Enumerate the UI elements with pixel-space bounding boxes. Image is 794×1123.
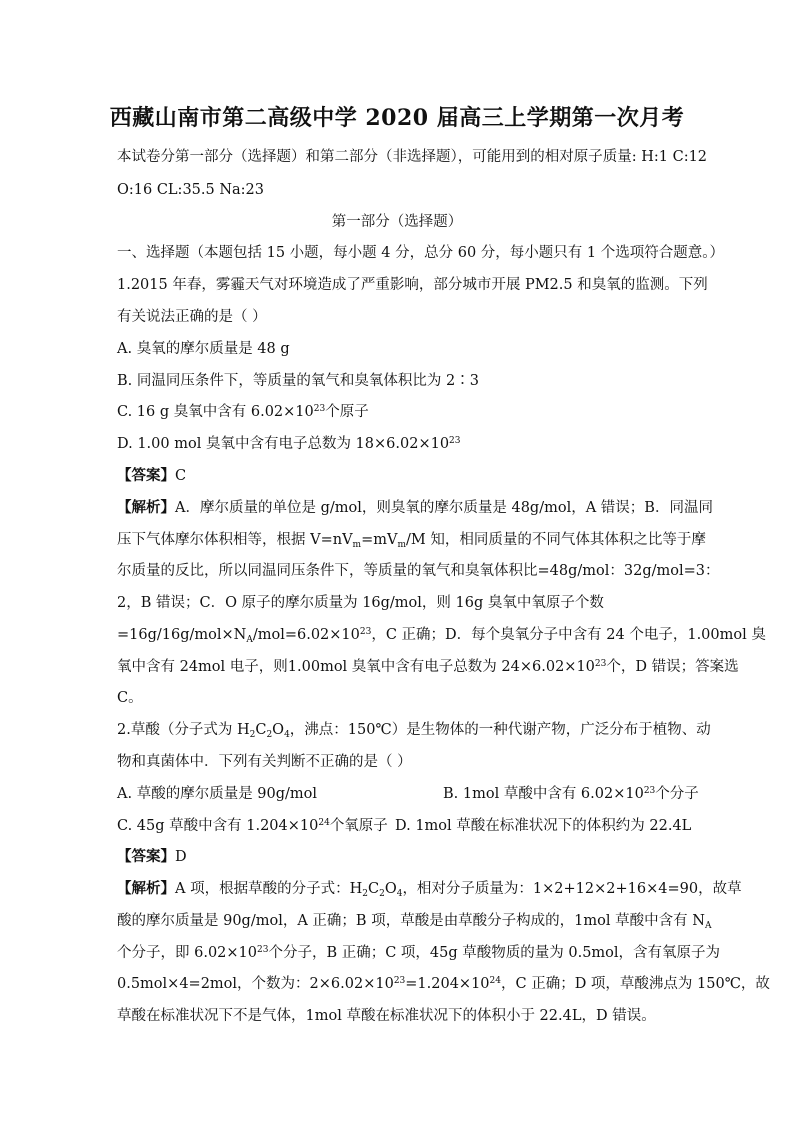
q1-option-a: A. 臭氧的摩尔质量是 48 g xyxy=(117,341,290,357)
q1-analysis-line-1: 【解析】A．摩尔质量的单位是 g/mol，则臭氧的摩尔质量是 48g/mol，A 错误；B．同温同 xyxy=(117,499,713,516)
q1-analysis-line-6: 氧中含有 24mol 电子，则1.00mol 臭氧中含有电子总数为 $24\times 6.02\times 10^{23}$个，D 错误；答案选 xyxy=(117,659,739,675)
q2-analysis-line-5: 草酸在标准状况下不是气体，1mol 草酸在标准状况下的体积小于 22.4L，D 错误。 xyxy=(117,1008,656,1024)
q2-option-d: D. 1mol 草酸在标准状况下的体积约为 22.4L xyxy=(395,818,692,834)
q1-stem-line-1: 1.2015 年春，雾霾天气对环境造成了严重影响，部分城市开展 PM2.5 和臭氧的监测。下列 xyxy=(117,277,708,293)
q1-analysis-line-2: 压下气体摩尔体积相等，根据 $V=nV_m=mV_m/M$ 知，相同质量的不同气体其体积之比等于摩 xyxy=(117,532,706,550)
q2-analysis-line-3: 个分子，即 $6.02\times 10^{23}$个分子，B 正确；C 项，45g 草酸物质的量为 0.5mol，含有氧原子为 xyxy=(117,945,721,961)
q1-answer: 【答案】C xyxy=(117,467,187,484)
q1-analysis-line-4: 2，B 错误；C．O 原子的摩尔质量为 16g/mol，则 16g 臭氧中氧原子个数 xyxy=(117,595,604,611)
q1-option-b: B. 同温同压条件下，等质量的氧气和臭氧体积比为 2∶3 xyxy=(117,373,479,389)
q2-option-a: A. 草酸的摩尔质量是 90g/mol xyxy=(117,786,318,802)
q2-option-c: C. 45g 草酸中含有 $1.204\times 10^{24}$个氧原子 xyxy=(117,818,388,834)
q1-analysis-line-5: $=16g/16g/mol\times N_A/mol=6.02\times 10^{23}$，C 正确；D．每个臭氧分子中含有 24 个电子，1.00mol 臭 xyxy=(117,627,766,645)
intro-line-1: 本试卷分第一部分（选择题）和第二部分（非选择题），可能用到的相对原子质量: H:1 C:12 xyxy=(117,149,708,165)
q2-stem-line-2: 物和真菌体中．下列有关判断不正确的是（ ） xyxy=(117,754,412,770)
section-heading: 一、选择题（本题包括 15 小题，每小题 4 分，总分 60 分，每小题只有 1 个选项符合题意。） xyxy=(117,245,724,261)
q1-option-d: D. 1.00 mol 臭氧中含有电子总数为 $18\times 6.02\times 10^{23}$ xyxy=(117,436,461,452)
page-title: 西藏山南市第二高级中学 2020 届高三上学期第一次月考 xyxy=(109,105,685,131)
q1-analysis-line-3: 尔质量的反比，所以同温同压条件下，等质量的氧气和臭氧体积比=48g/mol：32g/mol=3： xyxy=(117,563,720,579)
q1-option-c: C. 16 g 臭氧中含有 $6.02\times 10^{23}$个原子 xyxy=(117,404,369,420)
q2-option-b: B. 1mol 草酸中含有 $6.02\times 10^{23}$个分子 xyxy=(443,786,699,802)
q2-answer: 【答案】D xyxy=(117,848,187,865)
q2-stem-line-1: 2.草酸（分子式为 $H_2C_2O_4$，沸点：150℃）是生物体的一种代谢产物，广泛分布于植物、动 xyxy=(117,722,711,740)
q2-analysis-line-1: 【解析】A 项，根据草酸的分子式：$H_2C_2O_4$，相对分子质量为：1×2+12×2+16×4=90，故草 xyxy=(117,880,742,899)
q1-stem-line-2: 有关说法正确的是（ ） xyxy=(117,309,267,325)
q2-analysis-line-2: 酸的摩尔质量是 90g/mol，A 正确；B 项，草酸是由草酸分子构成的，1mol 草酸中含有 $N_A$ xyxy=(117,913,712,931)
part-one-heading: 第一部分（选择题） xyxy=(331,214,463,230)
intro-line-2: O:16 CL:35.5 Na:23 xyxy=(117,182,265,198)
q2-analysis-line-4: 0.5mol×4=2mol，个数为：$2\times 6.02\times 10^{23}=1.204\times 10^{24}$，C 正确；D 项，草酸沸点为 150℃，故 xyxy=(117,976,770,992)
q1-analysis-line-7: C。 xyxy=(117,690,143,706)
